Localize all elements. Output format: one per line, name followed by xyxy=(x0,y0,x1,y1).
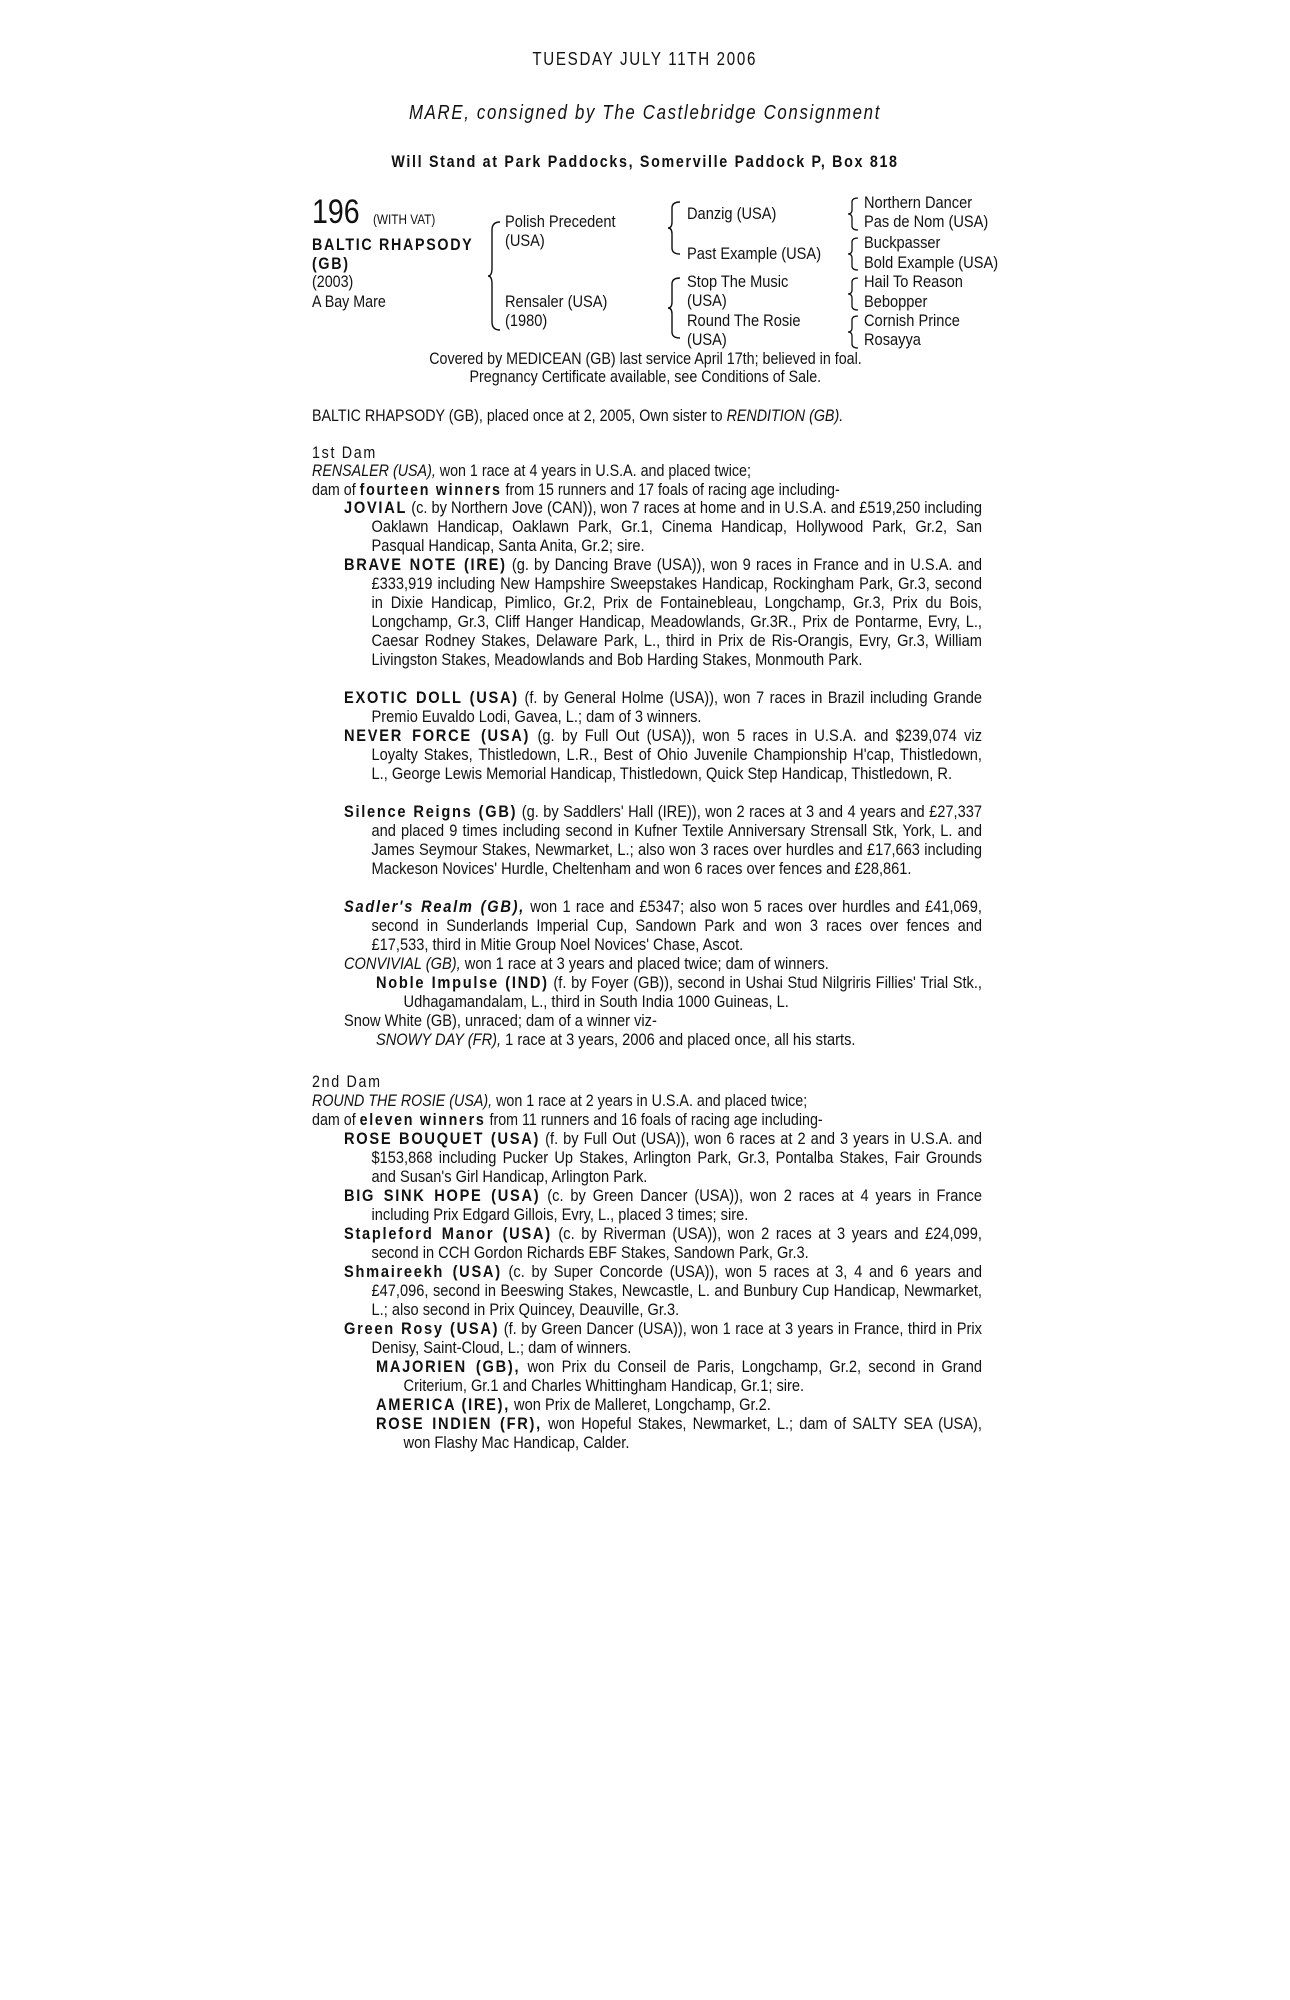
second-dam-produce-entry-name: Green Rosy (USA) xyxy=(344,1319,500,1338)
dam-sire-sire: Hail To Reason xyxy=(864,272,963,291)
stand-line: Will Stand at Park Paddocks, Somerville Paddock P, Box 818 xyxy=(391,152,899,171)
pedigree-brace-3a xyxy=(848,196,860,232)
second-dam-heading: 2nd Dam xyxy=(312,1072,382,1091)
dam-year: (1980) xyxy=(505,311,548,330)
first-dam-produce-entry-name: Noble Impulse (IND) xyxy=(376,973,549,992)
dam-sire-dam: Bebopper xyxy=(864,292,928,311)
dam-dam: Round The Rosie xyxy=(687,311,801,330)
dam-dam-dam: Rosayya xyxy=(864,330,921,349)
first-dam-produce-entry-name: Silence Reigns (GB) xyxy=(344,802,518,821)
first-dam-produce-entry-text: won 1 race and £5347; also won 5 races over hurdles and £41,069, second in Sunderlands Imperial Cup, Sandown Park and won 3 races over fences and £17,533, third in Mitie Group Noel Novices' Chase, Ascot. xyxy=(371,897,982,954)
sire: Polish Precedent xyxy=(505,212,616,231)
first-dam-heading: 1st Dam xyxy=(312,443,377,462)
sire-dam: Past Example (USA) xyxy=(687,244,822,263)
covered-line: Covered by MEDICEAN (GB) last service April 17th; believed in foal. xyxy=(428,349,862,368)
sire-sire: Danzig (USA) xyxy=(687,204,777,223)
second-dam-produce-entry-name: MAJORIEN (GB), xyxy=(376,1357,521,1376)
pedigree-brace-3c xyxy=(848,276,860,312)
sale-date: TUESDAY JULY 11TH 2006 xyxy=(532,49,758,69)
first-dam-produce-entry-name: CONVIVIAL (GB), xyxy=(344,954,461,973)
second-dam-produce-entry-name: Shmaireekh (USA) xyxy=(344,1262,502,1281)
second-dam-produce-line: dam of eleven winners from 11 runners and 16 foals of racing age including- xyxy=(312,1110,823,1129)
pedigree-brace-2a xyxy=(668,200,682,256)
pedigree-brace-1 xyxy=(488,220,502,332)
sire-dam-sire: Buckpasser xyxy=(864,233,941,252)
first-dam-produce-entry-text: (g. by Dancing Brave (USA)), won 9 races in France and in U.S.A. and £333,919 including New Hampshire Sweepstakes Handicap, Rockingham Park, Gr.3, second in Dixie Handicap, Pimlico, Gr.2, Prix de Fontainebleau, Longchamp, Gr.3, Prix du Bois, Longchamp, Gr.3, Cliff Hanger Handicap, Meadowlands, Gr.3R., Prix de Pontarme, Evry, L., Caesar Rodney Stakes, Delaware Park, L., third in Prix de Ris-Orangis, Evry, Gr.3, William Livingston Stakes, Meadowlands and Bob Harding Stakes, Monmouth Park. xyxy=(371,555,982,669)
first-dam-produce-entry-name: BRAVE NOTE (IRE) xyxy=(344,555,507,574)
first-dam-produce-line: dam of fourteen winners from 15 runners and 17 foals of racing age including- xyxy=(312,480,840,499)
second-dam-produce-entry xyxy=(344,1224,982,1262)
second-dam-produce-entry-name: Stapleford Manor (USA) xyxy=(344,1224,552,1243)
pedigree-brace-3d xyxy=(848,314,860,350)
second-dam-produce-entry-name: BIG SINK HOPE (USA) xyxy=(344,1186,541,1205)
first-dam-produce-entry-name: EXOTIC DOLL (USA) xyxy=(344,688,519,707)
pedigree-brace-2b xyxy=(668,276,682,340)
summary-line: BALTIC RHAPSODY (GB), placed once at 2, 2005, Own sister to RENDITION (GB). xyxy=(312,406,844,425)
lot-number: 196 xyxy=(312,193,360,231)
first-dam-produce-entry-text: (f. by General Holme (USA)), won 7 races in Brazil including Grande Premio Euvaldo Lodi, Gavea, L.; dam of 3 winners. xyxy=(371,688,982,726)
dam: Rensaler (USA) xyxy=(505,292,608,311)
horse-year: (2003) xyxy=(312,272,354,291)
dam-dam-sire: Cornish Prince xyxy=(864,311,960,330)
first-dam-line: RENSALER (USA), won 1 race at 4 years in U.S.A. and placed twice; xyxy=(312,461,751,480)
first-dam-produce-entry xyxy=(344,1011,982,1030)
first-dam-produce-entry-text: (f. by Foyer (GB)), second in Ushai Stud Nilgriris Fillies' Trial Stk., Udhagamandalam, L., third in South India 1000 Guineas, L. xyxy=(403,973,982,1011)
first-dam-produce-entry xyxy=(344,897,982,954)
first-dam-produce-entry-text: won 1 race at 3 years and placed twice; dam of winners. xyxy=(460,954,829,973)
first-dam-produce-entry-text: 1 race at 3 years, 2006 and placed once, all his starts. xyxy=(501,1030,856,1049)
second-dam-produce-entry-name: ROSE INDIEN (FR), xyxy=(376,1414,542,1433)
first-dam-produce-entry xyxy=(344,688,982,726)
second-dam-produce-entry-name: AMERICA (IRE), xyxy=(376,1395,510,1414)
second-dam-produce-entry xyxy=(376,1395,982,1414)
sire-country: (USA) xyxy=(505,231,545,250)
second-dam-produce-entry xyxy=(344,1262,982,1319)
first-dam-produce-entry-text: (g. by Saddlers' Hall (IRE)), won 2 races at 3 and 4 years and £27,337 and placed 9 times including second in Kufner Textile Anniversary Strensall Stk, York, L. and James Seymour Stakes, Newmarket, L.; also won 3 races over hurdles and £17,663 including Mackeson Novices' Hurdle, Cheltenham and won 6 races over fences and £28,861. xyxy=(371,802,983,878)
first-dam-produce-entry-name: NEVER FORCE (USA) xyxy=(344,726,531,745)
first-dam-produce-entry-name: SNOWY DAY (FR), xyxy=(376,1030,502,1049)
consignment-line: MARE, consigned by The Castlebridge Consignment xyxy=(408,102,882,124)
first-dam-produce-entry-name: JOVIAL xyxy=(344,498,408,517)
first-dam-produce-entry xyxy=(344,726,982,783)
second-dam-produce-entry xyxy=(376,1414,982,1452)
dam-sire: Stop The Music xyxy=(687,272,789,291)
second-dam-produce-entry xyxy=(344,1129,982,1186)
second-dam-produce-entry-text: (c. by Green Dancer (USA)), won 2 races at 4 years in France including Prix Edgard Gillois, Evry, L., placed 3 times; sire. xyxy=(371,1186,982,1224)
sire-dam-dam: Bold Example (USA) xyxy=(864,253,999,272)
second-dam-produce-entry xyxy=(376,1357,982,1395)
sire-sire-sire: Northern Dancer xyxy=(864,193,973,212)
second-dam-produce-entry xyxy=(344,1186,982,1224)
first-dam-produce-entry xyxy=(344,802,982,878)
first-dam-produce-entry xyxy=(376,1030,982,1049)
horse-description: A Bay Mare xyxy=(312,292,386,311)
first-dam-produce-entry xyxy=(344,555,982,669)
first-dam-produce-entry-text: (g. by Full Out (USA)), won 5 races in U.S.A. and $239,074 viz Loyalty Stakes, Thistledown, L.R., Best of Ohio Juvenile Championship H'cap, Thistledown, L., George Lewis Memorial Handicap, Thistledown, Quick Step Handicap, Thistledown, R. xyxy=(371,726,982,783)
second-dam-produce-entry-text: (f. by Green Dancer (USA)), won 1 race at 3 years in France, third in Prix Denisy, Saint-Cloud, L.; dam of winners. xyxy=(371,1319,982,1357)
second-dam-produce-entry-text: (c. by Super Concorde (USA)), won 5 races at 3, 4 and 6 years and £47,096, second in Beeswing Stakes, Newcastle, L. and Bunbury Cup Handicap, Newmarket, L.; also second in Prix Quincey, Deauville, Gr.3. xyxy=(371,1262,982,1319)
first-dam-produce-entry-text: Snow White (GB), unraced; dam of a winner viz- xyxy=(344,1011,657,1030)
second-dam-produce-entry-text: won Prix de Malleret, Longchamp, Gr.2. xyxy=(509,1395,771,1414)
second-dam-produce-entry-name: ROSE BOUQUET (USA) xyxy=(344,1129,541,1148)
dam-dam-country: (USA) xyxy=(687,330,727,349)
horse-country: (GB) xyxy=(312,254,350,273)
second-dam-line: ROUND THE ROSIE (USA), won 1 race at 2 years in U.S.A. and placed twice; xyxy=(312,1091,808,1110)
second-dam-produce-entry-text: won Hopeful Stakes, Newmarket, L.; dam of SALTY SEA (USA), won Flashy Mac Handicap, Calder. xyxy=(403,1414,982,1452)
first-dam-produce-entry xyxy=(344,498,982,555)
second-dam-produce-entry xyxy=(344,1319,982,1357)
pedigree-brace-3b xyxy=(848,236,860,272)
dam-sire-country: (USA) xyxy=(687,291,727,310)
vat-note: (WITH VAT) xyxy=(373,211,436,227)
second-dam-produce-entry-text: (f. by Full Out (USA)), won 6 races at 2 and 3 years in U.S.A. and $153,868 including Pucker Up Stakes, Arlington Park, Gr.3, Pontalba Stakes, Fair Grounds and Susan's Girl Handicap, Arlington Park. xyxy=(371,1129,982,1186)
pregnancy-line: Pregnancy Certificate available, see Conditions of Sale. xyxy=(469,367,821,386)
sire-sire-dam: Pas de Nom (USA) xyxy=(864,212,989,231)
second-dam-produce-entry-text: won Prix du Conseil de Paris, Longchamp, Gr.2, second in Grand Criterium, Gr.1 and Charles Whittingham Handicap, Gr.1; sire. xyxy=(403,1357,982,1395)
horse-name: BALTIC RHAPSODY xyxy=(312,235,474,254)
first-dam-produce-entry-text: (c. by Northern Jove (CAN)), won 7 races at home and in U.S.A. and £519,250 including Oaklawn Handicap, Oaklawn Park, Gr.1, Cinema Handicap, Hollywood Park, Gr.2, San Pasqual Handicap, Santa Anita, Gr.2; sire. xyxy=(371,498,982,555)
second-dam-produce-entry-text: (c. by Riverman (USA)), won 2 races at 3 years and £24,099, second in CCH Gordon Richards EBF Stakes, Sandown Park, Gr.3. xyxy=(371,1224,982,1262)
first-dam-produce-entry xyxy=(344,954,982,973)
first-dam-produce-entry-name: Sadler's Realm (GB), xyxy=(344,897,525,916)
first-dam-produce-entry xyxy=(376,973,982,1011)
